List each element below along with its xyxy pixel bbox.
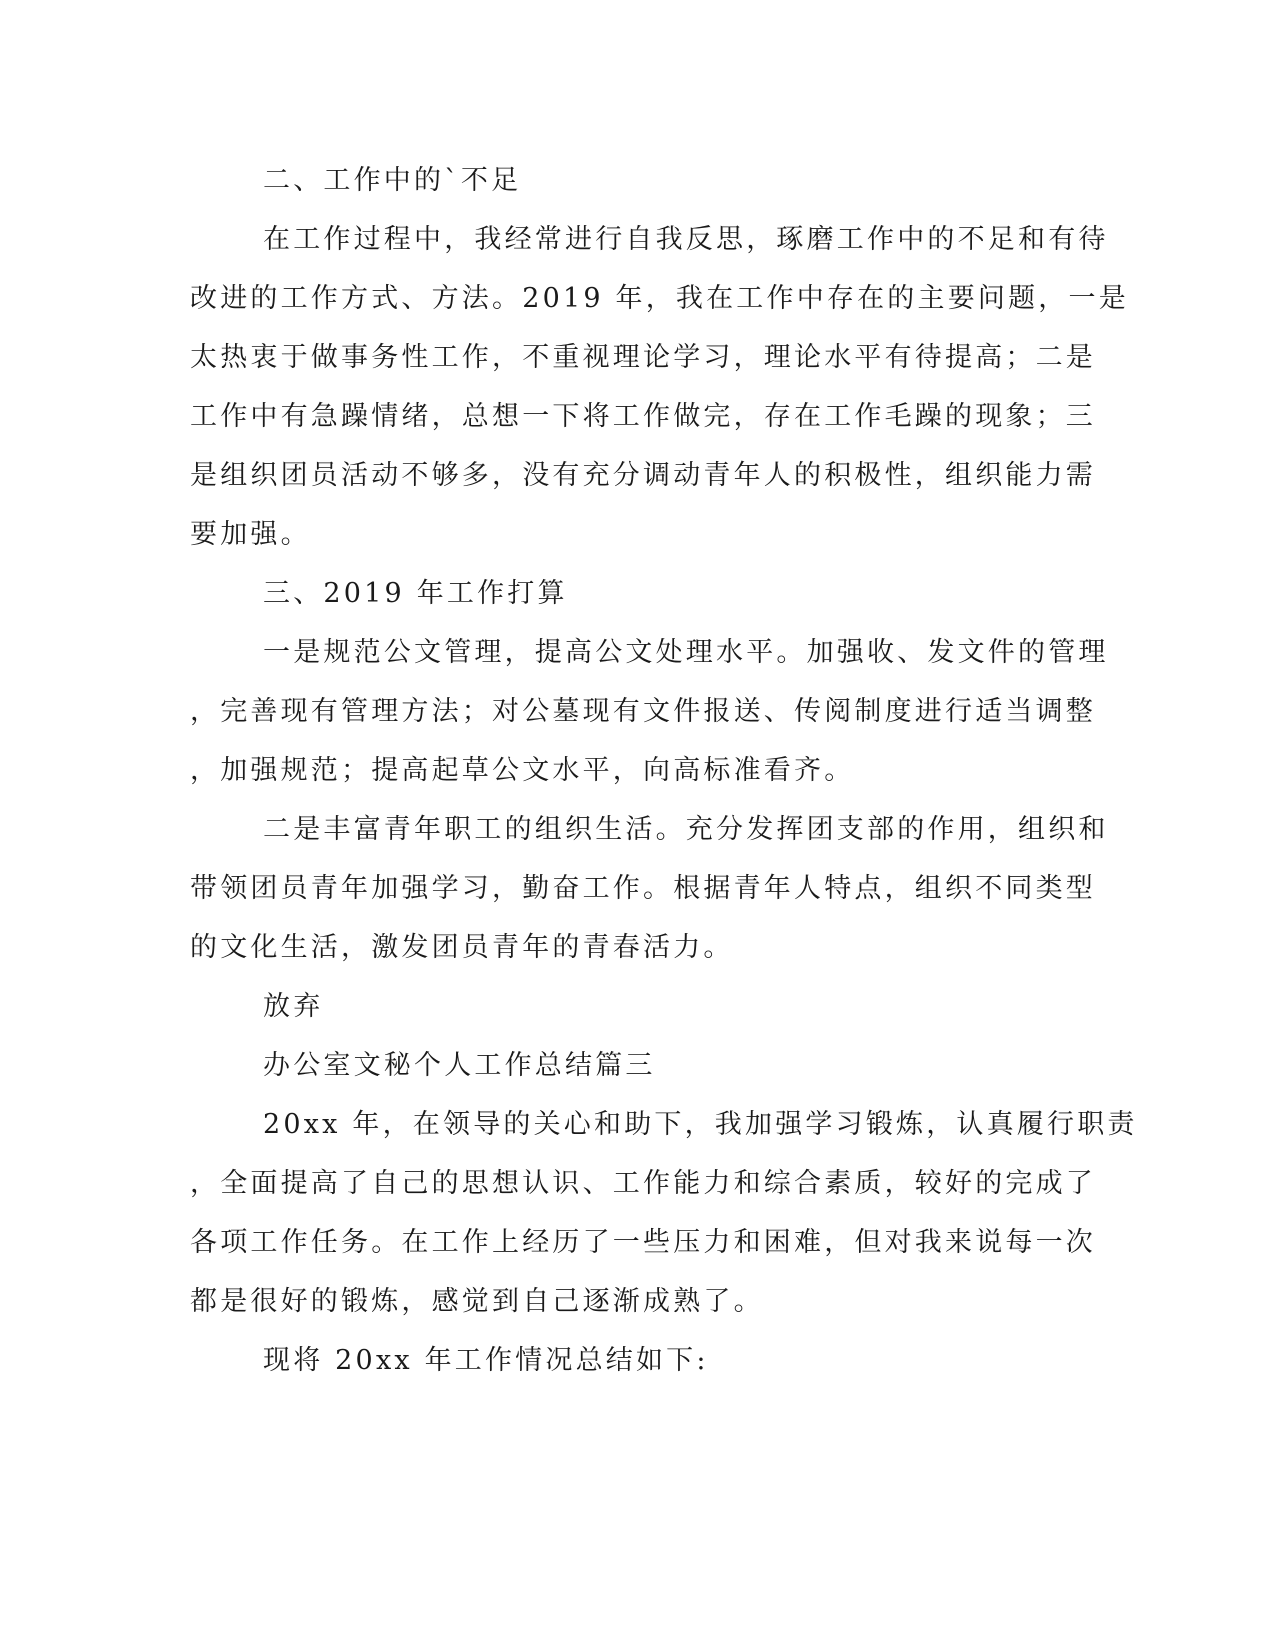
article-title: 办公室文秘个人工作总结篇三 xyxy=(263,1050,656,1081)
paragraph-line: 的文化生活，激发团员青年的青春活力。 xyxy=(190,932,734,963)
paragraph-line: 现将 20xx 年工作情况总结如下: xyxy=(263,1345,709,1376)
paragraph-line: ，完善现有管理方法；对公墓现有文件报送、传阅制度进行适当调整 xyxy=(190,696,1096,727)
paragraph-line: 一是规范公文管理，提高公文处理水平。加强收、发文件的管理 xyxy=(263,637,1109,668)
paragraph-line: 20xx 年，在领导的关心和助下，我加强学习锻炼，认真履行职责 xyxy=(263,1109,1138,1140)
paragraph-line: 带领团员青年加强学习，勤奋工作。根据青年人特点，组织不同类型 xyxy=(190,873,1096,904)
paragraph-line: ，加强规范；提高起草公文水平，向高标准看齐。 xyxy=(190,755,855,786)
paragraph-line: 是组织团员活动不够多，没有充分调动青年人的积极性，组织能力需 xyxy=(190,460,1096,491)
section-heading-plan: 三、2019 年工作打算 xyxy=(263,578,568,609)
section-heading-shortcomings: 二、工作中的`不足 xyxy=(263,165,522,196)
paragraph-line: 太热衷于做事务性工作，不重视理论学习，理论水平有待提高；二是 xyxy=(190,342,1096,373)
paragraph-line: 二是丰富青年职工的组织生活。充分发挥团支部的作用，组织和 xyxy=(263,814,1109,845)
paragraph-line: 放弃 xyxy=(263,991,324,1022)
paragraph-line: 要加强。 xyxy=(190,519,311,550)
paragraph-line: 在工作过程中，我经常进行自我反思，琢磨工作中的不足和有待 xyxy=(263,224,1109,255)
paragraph-line: ，全面提高了自己的思想认识、工作能力和综合素质，较好的完成了 xyxy=(190,1168,1096,1199)
paragraph-line: 改进的工作方式、方法。2019 年，我在工作中存在的主要问题，一是 xyxy=(190,283,1129,314)
paragraph-line: 各项工作任务。在工作上经历了一些压力和困难，但对我来说每一次 xyxy=(190,1227,1096,1258)
paragraph-line: 都是很好的锻炼，感觉到自己逐渐成熟了。 xyxy=(190,1286,764,1317)
paragraph-line: 工作中有急躁情绪，总想一下将工作做完，存在工作毛躁的现象；三 xyxy=(190,401,1096,432)
